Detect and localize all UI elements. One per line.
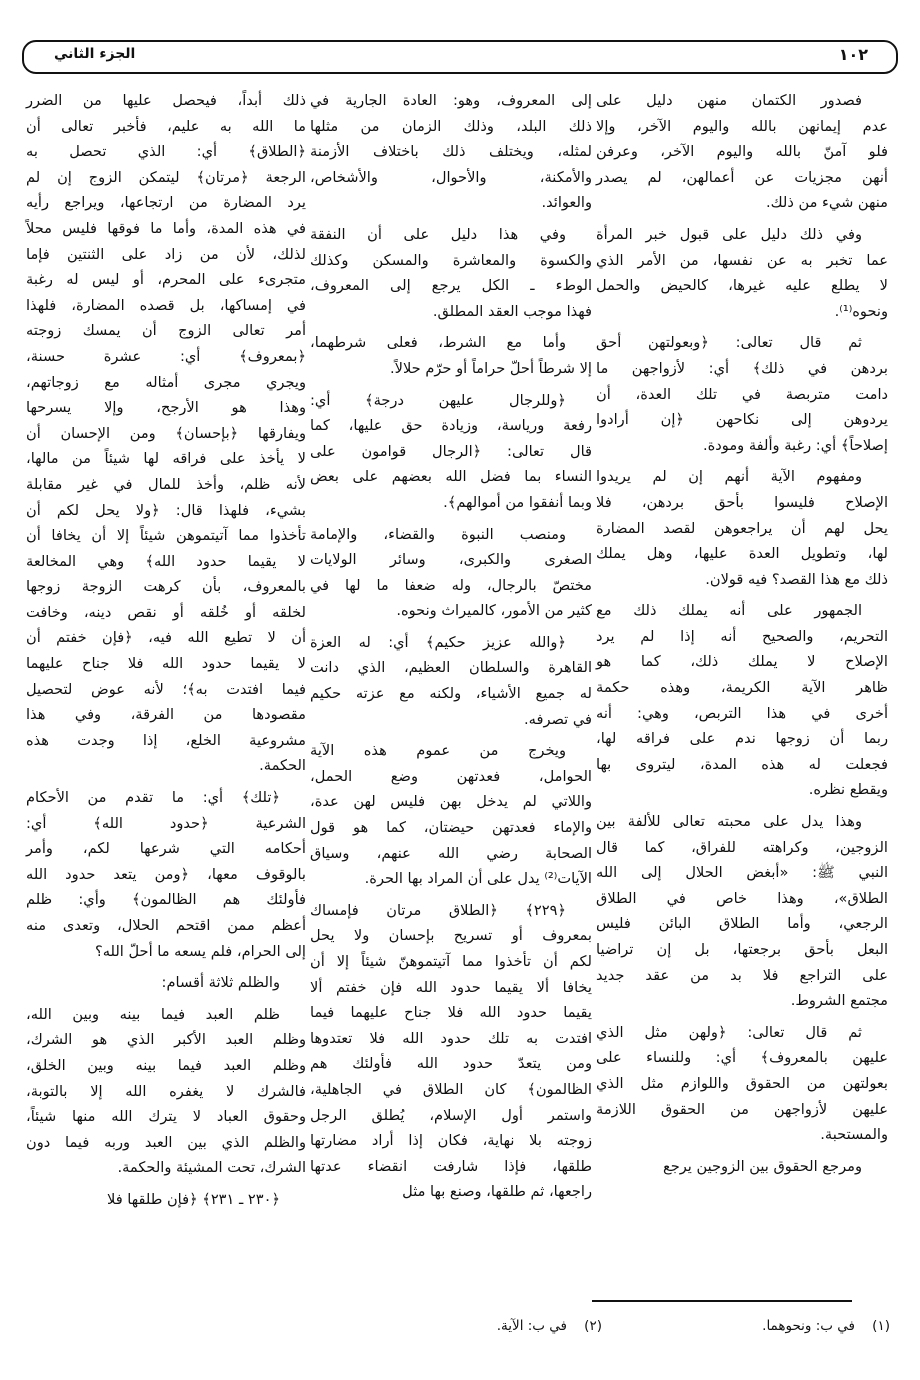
text-line: وظلم العبد فيما بينه وبين الخلق، (26, 1056, 306, 1074)
text-column-middle (310, 88, 592, 1211)
footnote-2 (497, 1318, 602, 1334)
text-line: وفي ذلك دليل على قبول خبر المرأة (596, 225, 862, 243)
text-line: والمستحبة. (820, 1126, 888, 1144)
text-line: ويخرج من عموم هذه الآية (310, 742, 566, 760)
text-line: إصلاحاً﴾ أي: رغبة وألفة ومودة. (703, 436, 888, 454)
text-line: وبما أنفقوا من أموالهم﴾. (443, 493, 592, 511)
text-line: زوجته بلا نهاية، فكان إذا أراد مضارتها (310, 1132, 592, 1150)
text-line: ظاهر الآية الكريمة، وهذه حكمة (596, 679, 888, 697)
text-line: وظلم العبد الأكبر الذي هو الشرك، (26, 1031, 306, 1049)
text-line: والعوائد. (541, 194, 592, 212)
text-line: بالوقوف معها، ﴿ومن يتعد حدود الله (26, 865, 306, 883)
text-line: والظلم الذي بين العبد وربه فيما دون (26, 1133, 306, 1151)
paragraph (310, 88, 592, 216)
text-line: يخافا ألا يقيما حدود الله فإن خفتم ألا (310, 978, 592, 996)
paragraph (26, 785, 306, 964)
text-line: ذلك البلد، وذلك الزمان من مثلها (310, 117, 592, 135)
paragraph (596, 464, 888, 592)
text-line: ربما أن زوجها ندم على فراقه لها، (596, 730, 888, 748)
text-line: أن لا تطيع الله فيه، ﴿فإن خفتم أن (26, 629, 306, 647)
text-line: أحكامه التي شرعها لكم، وأمر (26, 840, 306, 858)
text-line: فلو آمنّ بالله واليوم الآخر، وعرفن (596, 143, 888, 161)
paragraph (596, 809, 888, 1014)
text-line: الإصلاح فليسوا بأحق بردهن، فلا (596, 493, 888, 511)
footnote-text: في ب: الآية. (496, 1318, 567, 1334)
text-column-left (26, 88, 306, 1219)
text-line: أمر تعالى الزوج أن يمسك زوجته (26, 322, 306, 340)
text-line: ﴿٢٣٠ ـ ٢٣١﴾ ﴿فإن طلقها فلا (106, 1190, 280, 1208)
text-line: دامت متربصة في تلك العدة، أن (596, 385, 888, 403)
text-line: في إمساكها، بل قصده المضارة، فلهذا (26, 296, 306, 314)
text-line: له جميع الأشياء، ولكنه مع عزته حكيم (310, 685, 592, 703)
text-line: الرجعة ﴿مرتان﴾ ليتمكن الزوج إن لم (26, 168, 306, 186)
text-line: واستمر أول الإسلام، يُطلق الرجل (310, 1106, 592, 1124)
text-line: وهذا يدل على محبته تعالى للألفة بين (596, 813, 862, 831)
text-line: فهذا موجب العقد المطلق. (432, 302, 592, 320)
text-line: الآيات⁽²⁾ يدل على أن المراد بها الحرة. (364, 870, 592, 888)
paragraph (310, 738, 592, 892)
text-line: راجعها، ثم طلقها، وصنع بها مثل (402, 1183, 592, 1201)
text-line: عما تخبر به عن نفسها، من الأمر الذي (596, 251, 888, 269)
text-line: ما الله به عليم، فأخبر تعالى أن (26, 117, 306, 135)
page-number: ١٠٢ (838, 45, 868, 64)
text-line: واللاتي لم يدخل بهن فليس لهن عدة، (310, 793, 592, 811)
text-line: ثم قال تعالى: ﴿ولهن مثل الذي (596, 1023, 862, 1041)
text-line: أعظم ممن اقتحم الحلال، وتعدى منه (26, 917, 306, 934)
text-line: ويجري مجرى أمثاله مع زوجاتهم، (26, 373, 306, 391)
text-line: لخلقه أو خُلقه أو نقص دينه، وخافت (26, 603, 306, 621)
text-column-right (596, 88, 888, 1185)
text-line: النساء بما فضل الله بعضهم على بعض (310, 468, 592, 486)
text-line: عليهن بالمعروف﴾ أي: وللنساء على (596, 1049, 888, 1067)
text-line: ذلك أبداً، فيحصل عليها من الضرر (26, 92, 306, 109)
volume-title: الجزء الثاني (54, 46, 136, 62)
text-line: النبي ﷺ: «أبغض الحلال إلى الله (596, 864, 888, 882)
text-line: ومرجع الحقوق بين الزوجين يرجع (662, 1157, 862, 1175)
text-line: يقيما حدود الله فلا جناح عليهما فيما (310, 1004, 592, 1022)
text-line: عدم إيمانهن بالله واليوم الآخر، وإلا (596, 117, 888, 135)
paragraph (26, 970, 306, 996)
text-line: الرجعي، وأما الطلاق البائن فليس (596, 915, 888, 933)
text-line: بالمعروف، بأن كرهت الزوجة زوجها (26, 578, 306, 596)
paragraph (596, 222, 888, 324)
text-line: ونحوه⁽¹⁾. (834, 302, 888, 320)
paragraph (310, 330, 592, 381)
text-line: الجمهور على أنه يملك ذلك مع (596, 602, 862, 620)
paragraph (26, 1002, 306, 1181)
text-line: ﴿وللرجال عليهن درجة﴾ أي: (310, 391, 566, 409)
text-line: لأنه ظلم، وأخذ للمال في غير مقابلة (26, 475, 306, 493)
text-line: يردوهن إلى نكاحهن ﴿إن أرادوا (596, 411, 888, 429)
footnote-text: في ب: ونحوهما. (762, 1318, 855, 1334)
text-line: افتدت به تلك حدود الله فلا تعتدوها (310, 1029, 592, 1047)
text-line: لكم أن تأخذوا مما آتيتموهنّ شيئاً إلا أن (310, 953, 592, 970)
text-line: إلى المعروف، وهو: العادة الجارية في (310, 92, 592, 109)
text-line: على التراجع فلا بد من عقد جديد (596, 966, 888, 984)
text-line: الحوامل، فعدتهن وضع الحمل، (310, 767, 592, 785)
text-line: الظالمون﴾ كان الطلاق في الجاهلية، (310, 1080, 592, 1098)
paragraph (596, 1154, 888, 1180)
text-line: وحقوق العباد لا يترك الله منها شيئاً، (26, 1108, 306, 1126)
paragraph (26, 88, 306, 779)
text-line: أخرى في هذا التربص، وهي: أنه (596, 704, 888, 722)
text-line: ﴿٢٢٩﴾ ﴿الطلاق مرتان فإمساك (310, 901, 566, 919)
text-line: لمثله، ويختلف ذلك باختلاف الأزمنة (310, 143, 592, 161)
text-line: فصدور الكتمان منهن دليل على (596, 92, 862, 109)
text-line: بمعروف أو تسريح بإحسان ولا يحل (310, 927, 592, 945)
text-line: القاهرة والسلطان العظيم، الذي دانت (310, 659, 592, 677)
text-line: متجرىء على المحرم، أو ليس له رغبة (26, 271, 306, 289)
text-line: في هذه المدة، وأما ما فوقها فليس محلاً (26, 219, 306, 237)
text-line: البعل بأحق برجعتها، بل إن تراضيا (596, 941, 888, 958)
footnote-1 (762, 1318, 890, 1334)
text-line: رفعة ورياسة، وزيادة حق عليها، كما (310, 417, 592, 435)
text-line: ﴿بمعروف﴾ أي: عشرة حسنة، (26, 347, 306, 365)
text-line: بعولتهن من الحقوق واللوازم مثل الذي (596, 1074, 888, 1092)
text-line: لا يطلع عليه غيرها، كالحيض والحمل (596, 277, 888, 295)
text-line: لا يأخذ على فراقه لها شيئاً من مالها، (26, 450, 306, 468)
text-line: ذلك مع هذا القصد؟ فيه قولان. (705, 570, 888, 588)
text-line: مجتمع الشروط. (790, 992, 888, 1010)
paragraph (596, 598, 888, 803)
footnote-separator (592, 1300, 852, 1302)
text-line: والإماء فعدتهن حيضتان، كما هو قول (310, 819, 592, 837)
text-line: ﴿تلك﴾ أي: ما تقدم من الأحكام (26, 789, 280, 807)
paragraph (596, 330, 888, 458)
footnote-marker: (١) (872, 1318, 890, 1334)
text-line: الشرعية ﴿حدود الله﴾ أي: (26, 814, 306, 832)
paragraph (596, 1020, 888, 1148)
text-line: والظلم ثلاثة أقسام: (161, 974, 280, 992)
text-line: يحل لهم أن يراجعوهن لقصد المضارة (596, 519, 888, 537)
paragraph (310, 522, 592, 624)
text-line: والأمكنة، والأحوال، والأشخاص، (310, 168, 592, 186)
text-line: الصغرى والكبرى، وسائر الولايات (310, 551, 592, 569)
text-line: لا يقيما حدود الله فلا جناح عليهما (26, 655, 306, 673)
text-line: منهن شيء من ذلك. (765, 194, 888, 212)
text-line: بشيء، فلهذا قال: ﴿ولا يحل لكم أن (26, 501, 306, 519)
paragraph (310, 630, 592, 732)
text-line: ويفارقها ﴿بإحسان﴾ ومن الإحسان أن (26, 424, 306, 442)
text-line: الطلاق»، وهذا خاص في الطلاق (596, 889, 888, 907)
text-line: ومن يتعدّ حدود الله فأولئك هم (310, 1055, 592, 1073)
paragraph (310, 898, 592, 1205)
text-line: التحريم، والصحيح أنه إذا لم يرد (596, 627, 888, 645)
text-line: وهذا هو الأرجح، وإلا يسرحها (26, 399, 306, 417)
paragraph (310, 388, 592, 516)
text-line: فأولئك هم الظالمون﴾ وأي: ظلم (26, 891, 306, 909)
text-line: وفي هذا دليل على أن النفقة (310, 225, 566, 243)
text-line: الشرك، تحت المشيئة والحكمة. (117, 1159, 306, 1177)
text-line: الصحابة رضي الله عنهم، وسياق (310, 844, 592, 862)
text-line: والكسوة والمعاشرة والمسكن وكذلك (310, 251, 592, 269)
text-line: قال تعالى: ﴿الرجال قوامون على (310, 442, 592, 460)
text-line: أنهن مجزيات عن أعمالهن، لم يصدر (596, 168, 888, 186)
text-line: طلقها، فإذا شارفت انقضاء عدتها (310, 1157, 592, 1175)
text-line: مشروعية الخلع، إذا وجدت هذه (26, 731, 306, 749)
text-line: مختصّ بالرجال، وله ضعفا ما لها في (310, 576, 592, 594)
text-line: في تصرفه. (524, 710, 592, 728)
text-line: تأخذوا مما آتيتموهن شيئاً إلا أن يخافا أن (26, 527, 306, 545)
text-line: فيما افتدت به﴾؛ لأنه عوض لتحصيل (26, 680, 306, 698)
text-line: وأما مع الشرط، فعلى شرطهما، (310, 334, 566, 352)
footnote-marker: (٢) (584, 1318, 602, 1334)
text-line: فالشرك لا يغفره الله إلا بالتوبة، (26, 1082, 306, 1100)
text-line: ثم قال تعالى: ﴿وبعولتهن أحق (596, 334, 862, 352)
text-line: عليهن لأزواجهن من الحقوق اللازمة (596, 1100, 888, 1118)
text-line: ومنصب النبوة والقضاء، والإمامة (310, 525, 566, 543)
text-line: كثير من الأمور، كالميراث ونحوه. (396, 602, 592, 620)
text-line: إلى الحرام، فلم يسعه ما أحلّ الله؟ (94, 942, 306, 960)
text-line: الإصلاح لا يملك ذلك، كما هو (596, 653, 888, 671)
paragraph (26, 1187, 306, 1213)
text-line: الحكمة. (259, 757, 306, 775)
text-line: لذلك، لأن من زاد على الثنتين فإما (26, 245, 306, 263)
text-line: ﴿الطلاق﴾ أي: الذي تحصل به (26, 143, 306, 161)
text-line: ظلم العبد فيما بينه وبين الله، (26, 1005, 280, 1023)
text-line: الزوجين، وكراهته للفراق، كما قال (596, 838, 888, 856)
running-header (22, 40, 898, 74)
text-line: لها، وتطويل العدة عليها، وهل يملك (596, 545, 888, 563)
paragraph (310, 222, 592, 324)
text-line: ﴿والله عزيز حكيم﴾ أي: له العزة (310, 633, 566, 651)
text-line: ويقطع نظره. (808, 781, 888, 799)
paragraph (596, 88, 888, 216)
text-line: مقصودها من الفرقة، وفي هذا (26, 706, 306, 724)
text-line: بردهن في ذلك﴾ أي: لأزواجهن ما (596, 359, 888, 377)
text-line: لا يقيما حدود الله﴾ وهي المخالعة (26, 552, 306, 570)
text-line: إلا شرطاً أحلّ حراماً أو حرّم حلالاً. (390, 359, 592, 377)
text-line: فجعلت له هذه المدة، ليتروى بها (596, 755, 888, 773)
text-line: ومفهوم الآية أنهم إن لم يريدوا (596, 468, 862, 486)
text-line: الوطء ـ الكل يرجع إلى المعروف، (310, 277, 592, 295)
text-line: يرد المضارة من ارتجاعها، ويراجع رأيه (26, 194, 306, 212)
